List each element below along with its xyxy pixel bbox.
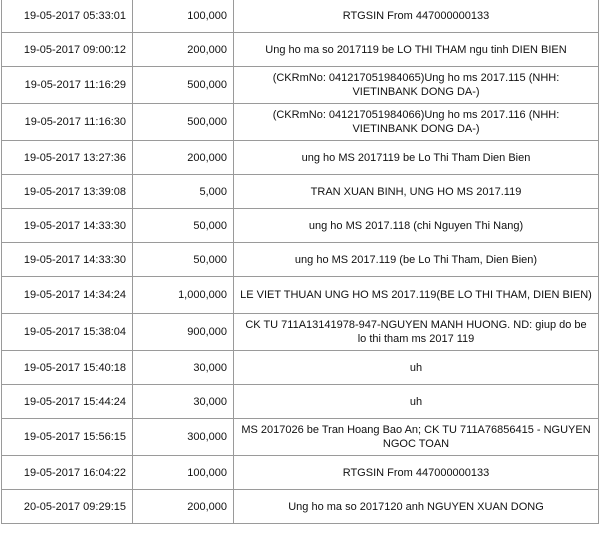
description-cell: Ung ho ma so 2017120 anh NGUYEN XUAN DONG [234, 490, 599, 524]
table-row [2, 209, 599, 243]
date-cell: 19-05-2017 15:56:15 [2, 419, 133, 456]
date-cell: 19-05-2017 14:34:24 [2, 277, 133, 314]
date-cell: 19-05-2017 13:27:36 [2, 141, 133, 175]
table-row [2, 314, 599, 351]
amount-cell: 1,000,000 [133, 277, 234, 314]
date-cell: 19-05-2017 05:33:01 [2, 0, 133, 33]
date-cell: 19-05-2017 09:00:12 [2, 33, 133, 67]
description-cell: uh [234, 351, 599, 385]
table-row [2, 419, 599, 456]
amount-cell: 30,000 [133, 351, 234, 385]
date-cell: 20-05-2017 09:29:15 [2, 490, 133, 524]
date-cell: 19-05-2017 14:33:30 [2, 243, 133, 277]
table-row [2, 141, 599, 175]
amount-cell: 200,000 [133, 490, 234, 524]
amount-cell: 50,000 [133, 243, 234, 277]
table-row [2, 243, 599, 277]
description-cell: (CKRmNo: 041217051984065)Ung ho ms 2017.115 (NHH: VIETINBANK DONG DA-) [234, 67, 599, 104]
amount-cell: 5,000 [133, 175, 234, 209]
table-row [2, 277, 599, 314]
description-cell: TRAN XUAN BINH, UNG HO MS 2017.119 [234, 175, 599, 209]
table-row [2, 456, 599, 490]
date-cell: 19-05-2017 11:16:30 [2, 104, 133, 141]
table-row [2, 490, 599, 524]
amount-cell: 200,000 [133, 141, 234, 175]
transactions-table [1, 0, 599, 524]
table-row [2, 67, 599, 104]
description-cell: CK TU 711A13141978-947-NGUYEN MANH HUONG. ND: giup do be lo thi tham ms 2017 119 [234, 314, 599, 351]
amount-cell: 500,000 [133, 67, 234, 104]
date-cell: 19-05-2017 15:38:04 [2, 314, 133, 351]
date-cell: 19-05-2017 16:04:22 [2, 456, 133, 490]
description-cell: RTGSIN From 447000000133 [234, 0, 599, 33]
table-row [2, 351, 599, 385]
table-row [2, 175, 599, 209]
table-row [2, 0, 599, 33]
table-row [2, 104, 599, 141]
date-cell: 19-05-2017 15:44:24 [2, 385, 133, 419]
amount-cell: 200,000 [133, 33, 234, 67]
amount-cell: 900,000 [133, 314, 234, 351]
description-cell: MS 2017026 be Tran Hoang Bao An; CK TU 711A76856415 - NGUYEN NGOC TOAN [234, 419, 599, 456]
description-cell: uh [234, 385, 599, 419]
description-cell: (CKRmNo: 041217051984066)Ung ho ms 2017.116 (NHH: VIETINBANK DONG DA-) [234, 104, 599, 141]
amount-cell: 30,000 [133, 385, 234, 419]
amount-cell: 50,000 [133, 209, 234, 243]
amount-cell: 100,000 [133, 0, 234, 33]
date-cell: 19-05-2017 15:40:18 [2, 351, 133, 385]
description-cell: ung ho MS 2017.118 (chi Nguyen Thi Nang) [234, 209, 599, 243]
date-cell: 19-05-2017 14:33:30 [2, 209, 133, 243]
description-cell: Ung ho ma so 2017119 be LO THI THAM ngu tinh DIEN BIEN [234, 33, 599, 67]
table-row [2, 385, 599, 419]
description-cell: ung ho MS 2017119 be Lo Thi Tham Dien Bien [234, 141, 599, 175]
amount-cell: 300,000 [133, 419, 234, 456]
description-cell: RTGSIN From 447000000133 [234, 456, 599, 490]
date-cell: 19-05-2017 11:16:29 [2, 67, 133, 104]
date-cell: 19-05-2017 13:39:08 [2, 175, 133, 209]
description-cell: ung ho MS 2017.119 (be Lo Thi Tham, Dien Bien) [234, 243, 599, 277]
amount-cell: 100,000 [133, 456, 234, 490]
description-cell: LE VIET THUAN UNG HO MS 2017.119(BE LO THI THAM, DIEN BIEN) [234, 277, 599, 314]
table-row [2, 33, 599, 67]
amount-cell: 500,000 [133, 104, 234, 141]
